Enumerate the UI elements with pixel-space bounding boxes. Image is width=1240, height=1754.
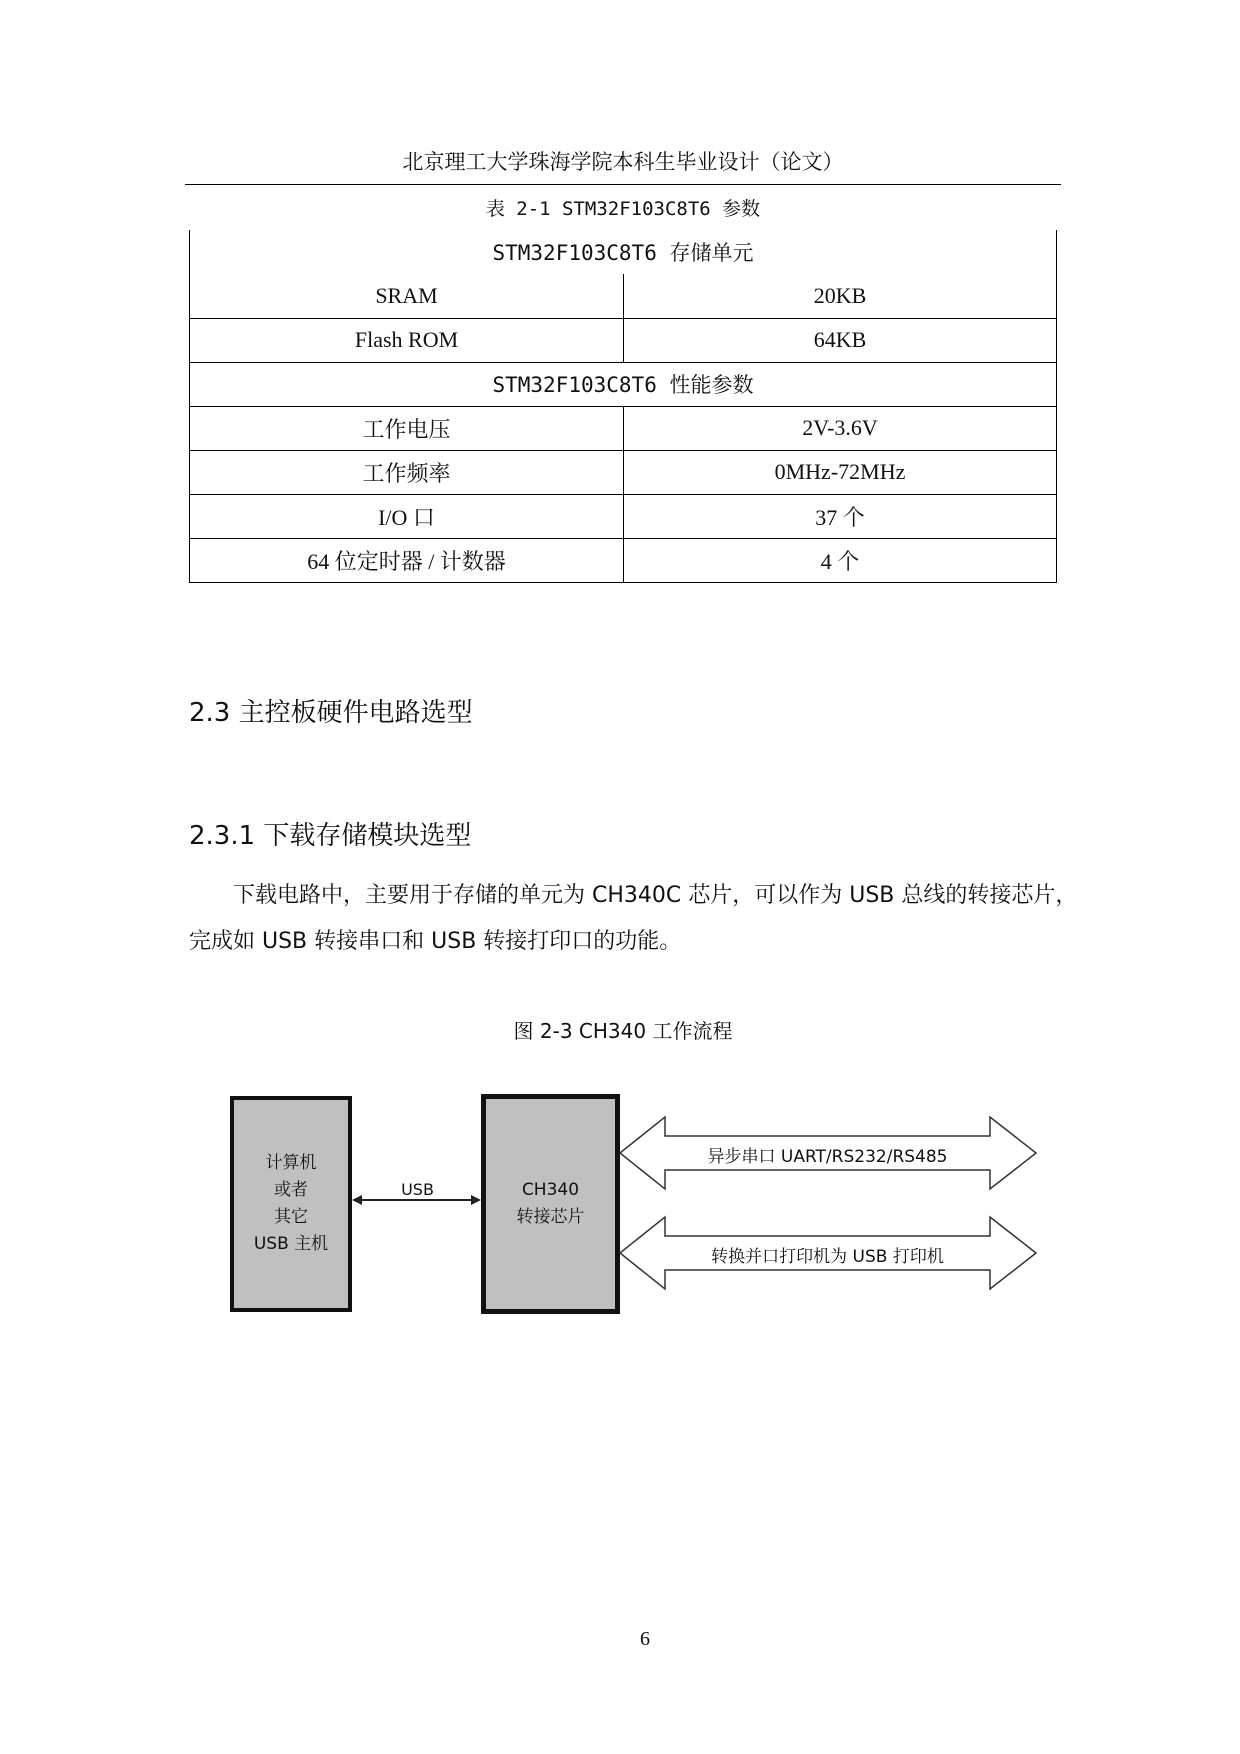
host-line: 或者 [274, 1180, 308, 1200]
table-cell: 37 个 [624, 494, 1057, 538]
table-cell: 64KB [624, 318, 1057, 362]
subsection-heading: 2.3.1 下载存储模块选型 [189, 821, 472, 851]
table-cell: 20KB [624, 274, 1057, 318]
table-cell: Flash ROM [190, 318, 624, 362]
table-section-title: STM32F103C8T6 存储单元 [190, 230, 1057, 274]
section-heading: 2.3 主控板硬件电路选型 [189, 698, 473, 728]
printer-arrow-label: 转换并口打印机为 USB 打印机 [711, 1247, 944, 1267]
figure-caption: 图 2-3 CH340 工作流程 [513, 1019, 733, 1043]
usb-link-label: USB [401, 1180, 434, 1199]
table-cell: SRAM [190, 274, 624, 318]
page-number: 6 [640, 1628, 650, 1650]
chip-line: CH340 [521, 1180, 580, 1200]
table-cell: 2V-3.6V [624, 406, 1057, 450]
table-cell: 4 个 [624, 538, 1057, 582]
host-line: USB 主机 [253, 1234, 329, 1254]
table-caption: 表 2-1 STM32F103C8T6 参数 [485, 198, 761, 220]
table-cell: 64 位定时器 / 计数器 [190, 538, 624, 582]
chip-line: 转接芯片 [516, 1207, 585, 1227]
running-header: 北京理工大学珠海学院本科生毕业设计（论文） [402, 150, 844, 174]
serial-arrow-label: 异步串口 UART/RS232/RS485 [707, 1147, 948, 1167]
host-line: 其它 [274, 1207, 308, 1227]
table-cell: 工作频率 [190, 450, 624, 494]
body-paragraph: 下载电路中，主要用于存储的单元为 CH340C 芯片，可以作为 USB 总线的转接芯片，完成如 USB 转接串口和 USB 转接打印口的功能。 [189, 883, 1078, 954]
table-cell: I/O 口 [190, 494, 624, 538]
host-line: 计算机 [265, 1153, 317, 1173]
table-section-title: STM32F103C8T6 性能参数 [190, 362, 1057, 406]
table-cell: 工作电压 [190, 406, 624, 450]
table-cell: 0MHz-72MHz [624, 450, 1057, 494]
